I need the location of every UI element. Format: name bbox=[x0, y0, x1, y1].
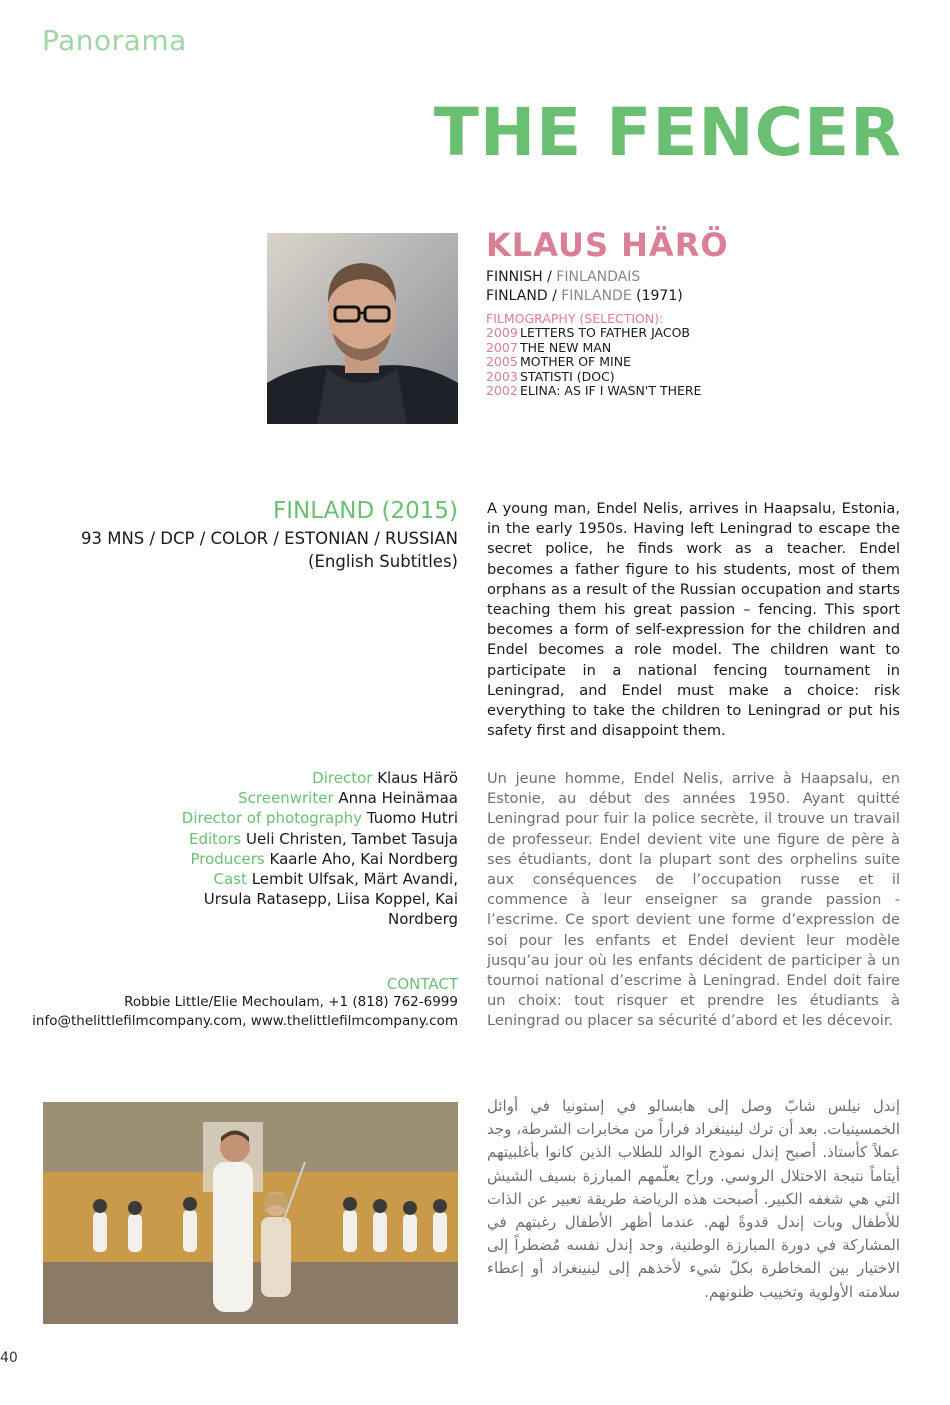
synopsis-english: A young man, Endel Nelis, arrives in Haapsalu, Estonia, in the early 1950s. Having left Leningrad to escape the secret police, he finds work as a teacher. Endel becomes a father figure to his students, most of them orphans as a result of the Russian occupation and starts teaching them his great passion – fencing. This sport becomes a form of self-expression for the children and Endel becomes a role model. The children want to participate in a national fencing tournament in Leningrad, and Endel must make a choice: risk everything to take the children to Leningrad or put his safety first and disappoint them. bbox=[487, 500, 900, 740]
filmography-item bbox=[486, 355, 701, 369]
credit-role: Screenwriter bbox=[238, 789, 334, 808]
nationality-fr: FINLANDAIS bbox=[556, 269, 641, 285]
separator: / bbox=[547, 269, 552, 285]
filmography-item bbox=[486, 326, 701, 340]
filmography-item bbox=[486, 384, 701, 398]
credit-line bbox=[38, 869, 458, 930]
filmography-title: ELINA: AS IF I WASN'T THERE bbox=[520, 383, 702, 399]
credit-names: Lembit Ulfsak, Märt Avandi, Ursula Ratasepp, Liisa Koppel, Kai Nordberg bbox=[203, 870, 458, 929]
specs-line: 93 MNS / DCP / COLOR / ESTONIAN / RUSSIAN bbox=[80, 529, 458, 548]
credit-line bbox=[38, 808, 458, 828]
contact-details bbox=[32, 993, 458, 1031]
contact-phone: Robbie Little/Elie Mechoulam, +1 (818) 762-6999 bbox=[124, 994, 458, 1010]
credit-names: Kaarle Aho, Kai Nordberg bbox=[269, 849, 458, 868]
filmography-title: THE NEW MAN bbox=[520, 339, 612, 355]
filmography-title: LETTERS TO FATHER JACOB bbox=[520, 325, 691, 341]
filmography-heading: FILMOGRAPHY (SELECTION): bbox=[486, 311, 664, 326]
director-nationality bbox=[486, 268, 683, 306]
film-title: THE FENCER bbox=[433, 94, 902, 171]
specs-subtitles: (English Subtitles) bbox=[308, 552, 458, 571]
nationality-en: FINNISH bbox=[486, 269, 543, 285]
country-en: FINLAND bbox=[486, 288, 548, 304]
credit-role: Editors bbox=[188, 829, 242, 848]
filmography-year: 2009 bbox=[486, 325, 518, 341]
credits bbox=[38, 768, 458, 930]
credit-role: Director bbox=[312, 769, 373, 787]
filmography-item bbox=[486, 370, 701, 384]
director-name: KLAUS HÄRÖ bbox=[486, 226, 729, 264]
page-number: 40 bbox=[0, 1350, 18, 1366]
credit-line bbox=[38, 768, 458, 788]
credit-line bbox=[38, 829, 458, 849]
filmography-year: 2003 bbox=[486, 368, 518, 384]
country-year: FINLAND (2015) bbox=[273, 498, 458, 524]
contact-heading: CONTACT bbox=[386, 975, 458, 993]
synopsis-arabic: إندل نيلس شابّ وصل إلى هابسالو في إستونيا في أوائل الخمسينيات. بعد أن ترك لينينغراد فراراً من مخابرات الشرطة، وجد عملاً كأستاذ. أصبح إندل نموذج الوالد للطلاب الذين كانوا بأغلبيتهم أيتاماً نتيجة الاحتلال الروسي. وراح يعلّمهم المبارزة بسيف الشيش التي هي شغفه الكبير. أصبحت هذه الرياضة طريقة تعبير عن الذات للأطفال وبات إندل قدوةً لهم. عندما أظهر الأطفال رغبتهم في المشاركة في دورة المبارزة الوطنية، وجد إندل نفسه مُضطراً إلى الاختيار بين المخاطرة بكلّ شيء لأخذهم إلى لينينغراد أو إعطاء سلامته الأولوية وتخييب ظنونهم. bbox=[487, 1097, 900, 1301]
credit-names: Tuomo Hutri bbox=[366, 809, 458, 828]
country-fr: FINLANDE bbox=[561, 288, 632, 304]
separator: / bbox=[552, 288, 557, 304]
contact-web[interactable]: info@thelittlefilmcompany.com, www.thelittlefilmcompany.com bbox=[32, 1013, 458, 1029]
credit-names: Ueli Christen, Tambet Tasuja bbox=[245, 829, 458, 848]
filmography bbox=[486, 312, 701, 398]
birth-year: (1971) bbox=[636, 288, 683, 304]
credit-line bbox=[38, 788, 458, 808]
credit-names: Klaus Härö bbox=[377, 769, 458, 787]
tech-specs bbox=[81, 527, 458, 573]
director-photo bbox=[267, 233, 458, 424]
credit-role: Producers bbox=[190, 849, 265, 868]
section-label: Panorama bbox=[42, 24, 187, 57]
credit-role: Cast bbox=[213, 870, 247, 889]
filmography-title: STATISTI (DOC) bbox=[520, 368, 615, 384]
filmography-title: MOTHER OF MINE bbox=[520, 354, 631, 370]
filmography-item bbox=[486, 341, 701, 355]
credit-role: Director of photography bbox=[181, 809, 363, 828]
filmography-year: 2005 bbox=[486, 354, 518, 370]
filmography-year: 2007 bbox=[486, 339, 518, 355]
credit-line bbox=[38, 849, 458, 869]
synopsis-french: Un jeune homme, Endel Nelis, arrive à Haapsalu, en Estonie, au début des années 1950. Ayant quitté Leningrad pour fuir la police secrète, il trouve un travail de professeur. Endel devient vite une figure de père à ses étudiants, dont la plupart sont des orphelins suite aux conséquences de l’occupation russe et il commence à leur enseigner sa grande passion - l’escrime. Ce sport devient une forme d’expression de soi pour les enfants et Endel devient leur modèle jusqu’au jour où les enfants décident de participer à un tournoi national d’escrime à Leningrad. Endel doit faire un choix: tout risquer et prendre les étudiants à Leningrad ou placer sa sécurité d’abord et les décevoir. bbox=[487, 770, 900, 1030]
film-still-photo bbox=[43, 1102, 458, 1324]
filmography-year: 2002 bbox=[486, 383, 518, 399]
credit-names: Anna Heinämaa bbox=[338, 789, 458, 808]
